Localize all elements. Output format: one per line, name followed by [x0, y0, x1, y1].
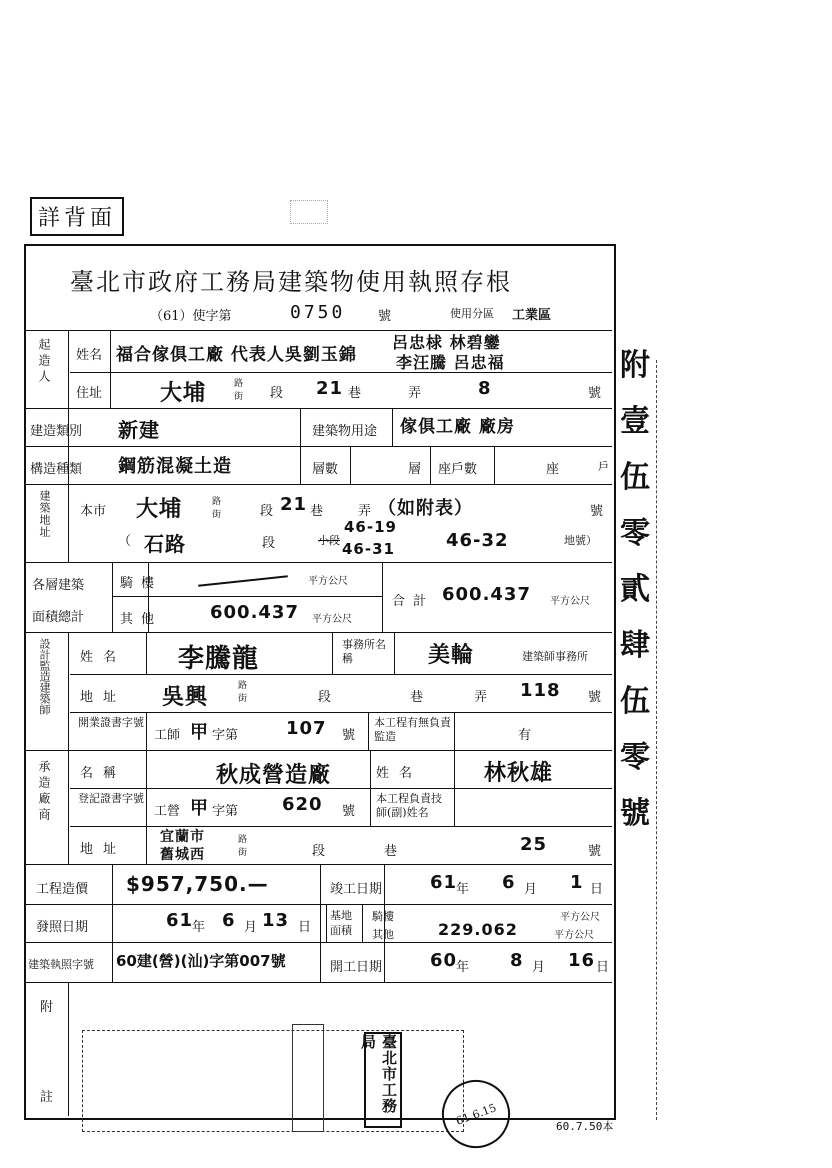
margin-char: 壹: [620, 404, 651, 439]
contractor-license-prefix: 工營: [154, 804, 181, 819]
site-alley-label: 弄: [358, 504, 372, 519]
contractor-address-road: 舊城西: [160, 847, 205, 863]
margin-char: 伍: [620, 684, 651, 719]
contractor-license-mid: 字第: [212, 804, 239, 819]
cost-label: 工程造價: [36, 882, 89, 897]
zone-value: 工業區: [512, 308, 552, 323]
architect-address-road: 吳興: [162, 685, 209, 710]
contractor-person-value: 林秋雄: [484, 761, 554, 786]
print-code: 60.7.50本: [556, 1120, 614, 1133]
architect-license-label: 開業證書字號: [78, 716, 144, 729]
structure-label: 構造種類: [30, 462, 83, 477]
start-year-label: 年: [456, 960, 470, 975]
applicant-address-label: 住址: [76, 386, 103, 401]
contractor-license-no: 620: [282, 794, 323, 815]
contractor-address-no: 25: [520, 834, 548, 855]
applicant-address-no: 8: [478, 378, 492, 399]
contractor-license-label: 登記證書字號: [78, 792, 144, 805]
form-title: 臺北市政府工務局建築物使用執照存根: [70, 268, 512, 296]
detail-back-stamp: 詳背面: [30, 197, 124, 236]
permit-number-suffix: 號: [378, 309, 392, 324]
site-lane: 21: [280, 494, 308, 515]
architect-supervise-value: 有: [518, 728, 532, 743]
completion-label: 竣工日期: [330, 882, 383, 897]
round-date-seal: 61.6.15: [432, 1070, 519, 1157]
site-paren: （: [118, 534, 132, 549]
issue-year: 61: [166, 910, 194, 931]
site-group-label: 建築地址: [38, 490, 51, 538]
architect-license-suffix: 號: [342, 728, 356, 743]
contractor-address-label: 地址: [80, 842, 127, 857]
applicant-name-extra1: 呂忠梂 林碧鑾: [392, 333, 501, 352]
pasted-slip: [82, 1030, 464, 1132]
scan-smudge: [290, 200, 328, 224]
scan-edge: [656, 360, 657, 1120]
architect-license-mid: 字第: [212, 728, 239, 743]
use-label: 建築物用途: [312, 424, 378, 439]
applicant-address-lane: 21: [316, 378, 344, 399]
margin-char: 貳: [620, 572, 651, 607]
zone-label: 使用分區: [450, 307, 494, 320]
base-arcade-unit: 平方公尺: [560, 912, 600, 923]
architect-license-no: 107: [286, 718, 327, 739]
applicant-address-section: 段: [270, 386, 284, 401]
area-other-unit: 平方公尺: [312, 614, 352, 625]
architect-office-value: 美輪: [428, 643, 475, 668]
architect-supervise-label: 本工程有無負責監造: [374, 716, 451, 743]
site-city-label: 本市: [80, 504, 107, 519]
slip-column: [292, 1024, 324, 1132]
right-margin-annotation: [620, 340, 660, 1100]
base-other-value: 229.062: [438, 920, 518, 939]
issue-month-label: 月: [244, 920, 258, 935]
architect-address-road-suffix: 路街: [238, 681, 248, 704]
contractor-person-label: 姓名: [376, 766, 423, 781]
margin-char: 附: [620, 348, 651, 383]
start-day-label: 日: [596, 960, 610, 975]
permit-number: 0750: [290, 302, 346, 323]
site-lot-sub-label: 小段: [318, 534, 340, 547]
households-value: 座: [546, 462, 560, 477]
permit-value: 60建(營)(汕)字第007號: [116, 952, 286, 970]
cost-value: $957,750.—: [126, 872, 269, 896]
base-arcade-label: 騎樓: [372, 910, 394, 923]
completion-day: 1: [570, 872, 584, 893]
permit-label: 建築執照字號: [28, 958, 94, 971]
site-alley-value: （如附表）: [378, 498, 473, 519]
site-lot-no1: 46-19: [344, 518, 397, 536]
issue-day: 13: [262, 910, 290, 931]
issue-label: 發照日期: [36, 920, 89, 935]
site-lane-label: 巷: [310, 504, 324, 519]
area-group-label2: 面積總計: [32, 610, 85, 625]
architect-address-no-label: 號: [588, 690, 602, 705]
applicant-address-road: 大埔: [160, 381, 207, 406]
start-month: 8: [510, 950, 524, 971]
category-label: 建造類別: [30, 424, 83, 439]
margin-char: 零: [620, 516, 651, 551]
site-lot-road: 石路: [144, 532, 186, 556]
architect-address-alley: 弄: [474, 690, 488, 705]
notes-label-bottom: 註: [40, 1090, 54, 1105]
margin-char: 號: [620, 796, 651, 831]
start-year: 60: [430, 950, 458, 971]
applicant-group-label: 起造人: [37, 338, 51, 386]
applicant-address-alley-label: 弄: [408, 386, 422, 401]
architect-address-label: 地址: [80, 690, 127, 705]
site-lot-no-label: 地號）: [564, 534, 597, 547]
contractor-group-label: 承造廠商: [37, 760, 51, 824]
area-arcade-label: 騎樓: [120, 576, 163, 591]
issue-month: 6: [222, 910, 236, 931]
contractor-address-no-label: 號: [588, 844, 602, 859]
margin-char: 伍: [620, 460, 651, 495]
permit-number-prefix: （61）使字第: [150, 309, 232, 324]
base-other-label: 其他: [372, 928, 394, 941]
site-lot-section-label: 段: [262, 536, 276, 551]
contractor-address-road-suffix: 路街: [238, 835, 248, 858]
contractor-name-label: 名稱: [80, 766, 127, 781]
area-other-value: 600.437: [210, 602, 299, 623]
applicant-address-lane-label: 巷: [348, 386, 362, 401]
applicant-address-no-label: 號: [588, 386, 602, 401]
completion-year: 61: [430, 872, 458, 893]
households-unit: 戶: [598, 460, 609, 473]
architect-name-value: 李騰龍: [178, 644, 260, 674]
contractor-address-section: 段: [312, 844, 326, 859]
start-month-label: 月: [532, 960, 546, 975]
contractor-address-city: 宜蘭市: [160, 829, 205, 845]
contractor-engineer-label: 本工程負責技師(副)姓名: [376, 792, 442, 819]
completion-month-label: 月: [524, 882, 538, 897]
contractor-license-grade: 甲: [190, 798, 209, 819]
issue-day-label: 日: [298, 920, 312, 935]
category-value: 新建: [118, 418, 160, 442]
applicant-name-label: 姓名: [76, 348, 103, 363]
completion-year-label: 年: [456, 882, 470, 897]
start-day: 16: [568, 950, 596, 971]
architect-office-suffix: 建築師事務所: [522, 650, 588, 663]
area-total-label: 合計: [392, 594, 435, 609]
architect-group-label: 設計監造建築師: [38, 638, 51, 715]
applicant-name-extra2: 李汪騰 呂忠福: [396, 353, 505, 372]
square-seal: 臺北市工務局: [364, 1032, 402, 1128]
area-other-label: 其他: [120, 612, 163, 627]
notes-label-top: 附: [40, 1000, 54, 1015]
area-total-value: 600.437: [442, 584, 531, 605]
completion-month: 6: [502, 872, 516, 893]
area-arcade-unit: 平方公尺: [308, 576, 348, 587]
site-lot-no3: 46-32: [446, 530, 509, 551]
households-label: 座戶數: [438, 462, 478, 477]
applicant-address-road-suffix: 路街: [234, 379, 244, 402]
area-total-unit: 平方公尺: [550, 596, 590, 607]
site-road-suffix: 路街: [212, 497, 222, 520]
base-other-unit: 平方公尺: [554, 930, 594, 941]
architect-license-prefix: 工師: [154, 728, 181, 743]
site-road: 大埔: [136, 497, 183, 522]
area-group-label1: 各層建築: [32, 578, 85, 593]
site-no-label: 號: [590, 504, 604, 519]
contractor-address-lane: 巷: [384, 844, 398, 859]
contractor-license-suffix: 號: [342, 804, 356, 819]
applicant-name-value: 福合傢俱工廠 代表人吳劉玉錦: [116, 345, 357, 365]
completion-day-label: 日: [590, 882, 604, 897]
architect-address-lane: 巷: [410, 690, 424, 705]
architect-name-label: 姓名: [80, 650, 127, 665]
floors-value: 層: [408, 462, 422, 477]
margin-char: 零: [620, 740, 651, 775]
margin-char: 肆: [620, 628, 651, 663]
architect-office-label: 事務所名稱: [342, 638, 386, 665]
site-lot-no2: 46-31: [342, 540, 395, 558]
structure-value: 鋼筋混凝土造: [118, 456, 232, 477]
architect-address-section: 段: [318, 690, 332, 705]
site-section-label: 段: [260, 504, 274, 519]
issue-year-label: 年: [192, 920, 206, 935]
floors-label: 層數: [312, 462, 339, 477]
architect-address-no: 118: [520, 680, 561, 701]
start-label: 開工日期: [330, 960, 383, 975]
base-label: 基地面積: [330, 909, 352, 937]
use-value: 傢俱工廠 廠房: [400, 417, 515, 437]
architect-license-grade: 甲: [190, 722, 209, 743]
contractor-name-value: 秋成營造廠: [216, 763, 332, 788]
